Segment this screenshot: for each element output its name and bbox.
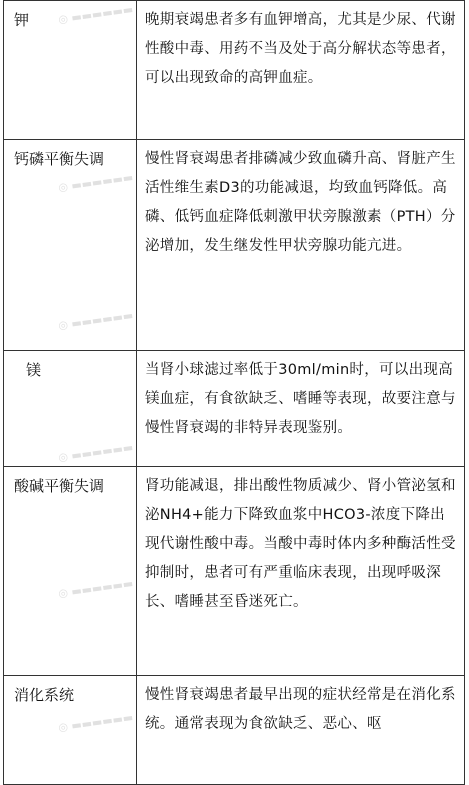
table-row: [4, 676, 465, 785]
row-text: 当肾小球滤过率低于30ml/min时，可以出现高镁血症，有食欲缺乏、嗜睡等表现，故要注意与慢性肾衰竭的非特异表现鉴别。: [137, 351, 465, 467]
row-text: 肾功能减退，排出酸性物质减少、肾小管泌氢和泌NH4+能力下降致血浆中HCO3-浓度下降出现代谢性酸中毒。当酸中毒时体内多种酶活性受抑制时，患者可有严重临床表现，出现呼吸深长、嗜睡甚至昏迷死亡。: [137, 467, 465, 676]
watermark-logo: ◎ ▬▬▬▬▬▬: [57, 440, 134, 465]
watermark-logo: ◎ ▬▬▬▬▬▬: [57, 710, 134, 735]
row-label: 镁: [4, 351, 137, 467]
watermark-logo: ◎ ▬▬▬▬▬▬: [57, 170, 134, 195]
watermark-logo: ◎ ▬▬▬▬▬▬: [57, 308, 134, 333]
row-text: 晚期衰竭患者多有血钾增高，尤其是少尿、代谢性酸中毒、用药不当及处于高分解状态等患者，可以出现致命的高钾血症。: [137, 1, 465, 140]
row-label: 钙磷平衡失调: [4, 140, 137, 351]
row-label: 酸碱平衡失调: [4, 467, 137, 676]
table-row: [4, 467, 465, 676]
table-row: [4, 140, 465, 351]
watermark-logo: ◎ ▬▬▬▬▬▬: [57, 576, 134, 601]
table-row: [4, 351, 465, 467]
row-label: 钾: [4, 1, 137, 140]
row-text: 慢性肾衰竭患者排磷减少致血磷升高、肾脏产生活性维生素D3的功能减退，均致血钙降低。高磷、低钙血症降低刺激甲状旁腺激素（PTH）分泌增加，发生继发性甲状旁腺功能亢进。: [137, 140, 465, 351]
table-row: [4, 1, 465, 140]
row-label: 消化系统: [4, 676, 137, 785]
row-text: 慢性肾衰竭患者最早出现的症状经常是在消化系统。通常表现为食欲缺乏、恶心、呕: [137, 676, 465, 785]
content-table: [3, 0, 465, 785]
watermark-logo: ◎ ▬▬▬▬▬▬: [57, 2, 134, 27]
